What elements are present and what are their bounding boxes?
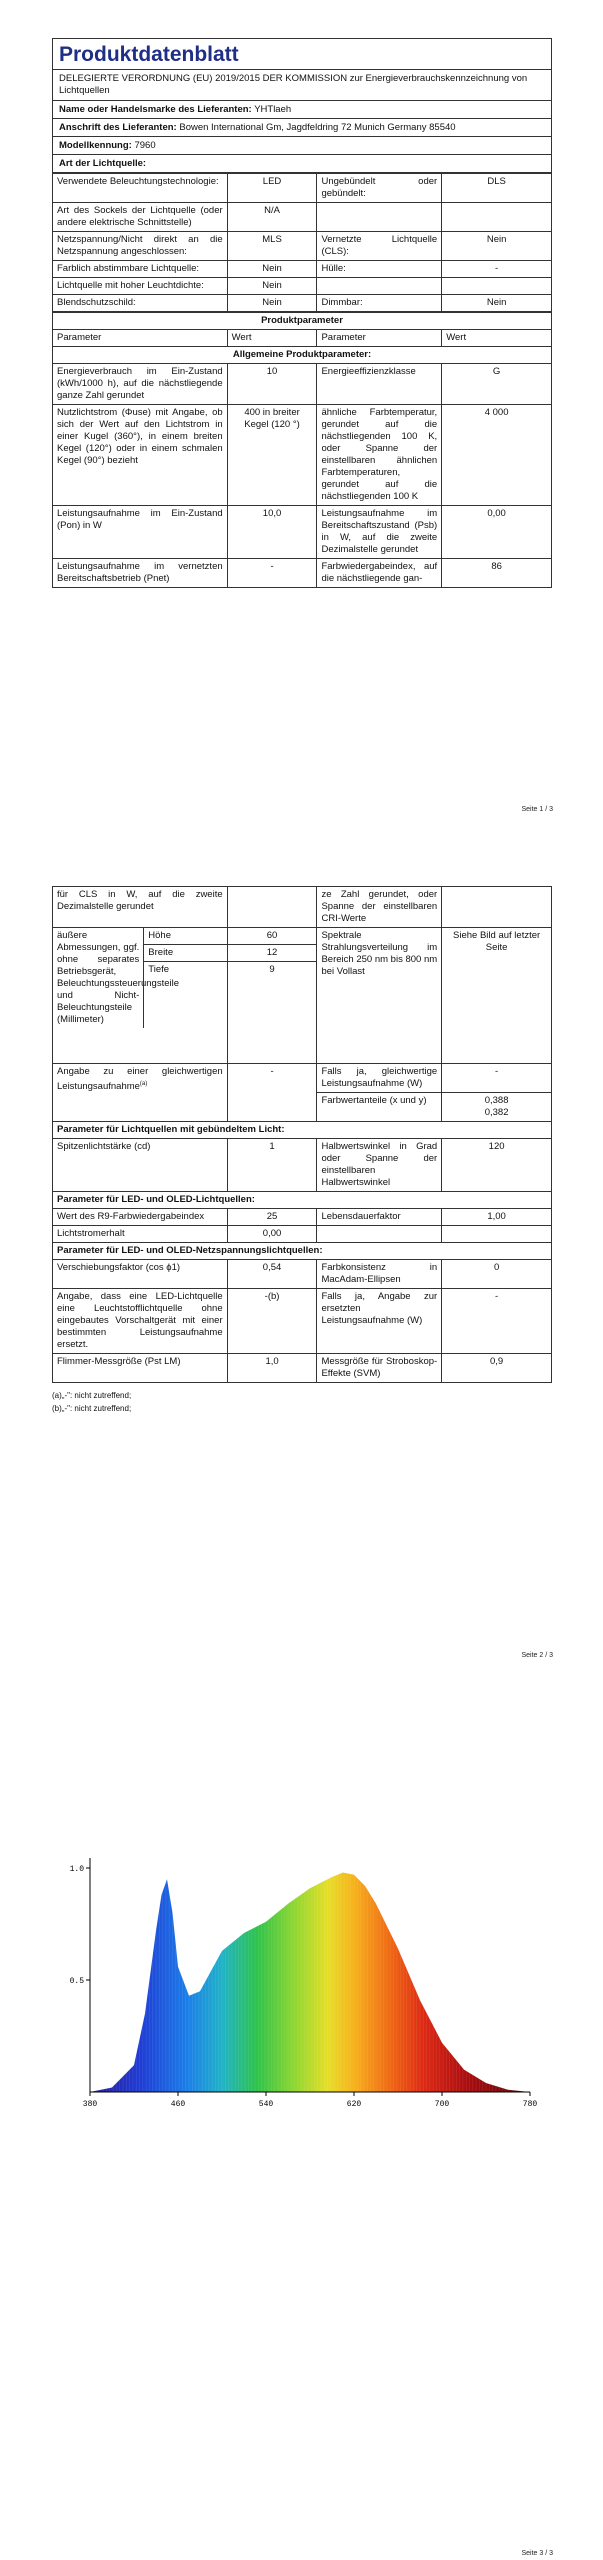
table-cell: 4 000 xyxy=(442,405,552,506)
supplier-name-value: YHTlaeh xyxy=(254,104,292,115)
supplier-name-label: Name oder Handelsmarke des Lieferanten: xyxy=(59,104,252,115)
table-cell: 400 in breiter Kegel (120 °) xyxy=(227,405,317,506)
general-params-rows xyxy=(53,364,552,588)
light-source-type-label: Art der Lichtquelle: xyxy=(59,158,147,169)
table-cell: Dimmbar: xyxy=(317,295,442,312)
table-row xyxy=(53,1139,552,1192)
depth-label: Tiefe xyxy=(148,964,170,975)
supplier-address-value: Bowen International Gm, Jagdfeldring 72 Munich Germany 85540 xyxy=(179,122,456,133)
table-row xyxy=(53,364,552,405)
table-cell: - xyxy=(227,559,317,588)
table-cell: Spitzenlichtstärke (cd) xyxy=(53,1139,228,1192)
table-cell: 0 xyxy=(442,1260,552,1289)
table-cell: Farbkonsistenz in MacAdam-Ellipsen xyxy=(317,1260,442,1289)
spectral-value: Siehe Bild auf letzter Seite xyxy=(442,928,552,1064)
x-tick-label: 460 xyxy=(170,2100,186,2109)
x-tick-label: 700 xyxy=(434,2100,450,2109)
color-ratio-label: Farbwertanteile (x und y) xyxy=(317,1093,442,1122)
table-cell: Leistungsaufnahme im vernetzten Bereitschaftsbetrieb (Pnet) xyxy=(53,559,228,588)
table-cell: Leistungsaufnahme im Ein-Zustand (Pon) in W xyxy=(53,506,228,559)
table-cell: 25 xyxy=(227,1209,317,1226)
table-cell: Lebensdauerfaktor xyxy=(317,1209,442,1226)
cont-cell-2 xyxy=(227,887,317,928)
col-param-1: Parameter xyxy=(53,330,228,347)
led-mains-rows xyxy=(53,1260,552,1383)
table-cell: 0,00 xyxy=(227,1226,317,1243)
equivalent-w-label: Falls ja, gleichwertige Leistungsaufnahme (W) xyxy=(317,1064,442,1093)
table-cell: Wert des R9-Farbwiedergabeindex xyxy=(53,1209,228,1226)
spectrum-svg xyxy=(60,1830,550,2120)
table-row xyxy=(53,559,552,588)
supplier-address-label: Anschrift des Lieferanten: xyxy=(59,122,177,133)
table-cell xyxy=(442,203,552,232)
table-row xyxy=(53,887,552,928)
table-cell: - xyxy=(442,1289,552,1354)
product-params-table xyxy=(52,312,552,588)
cont-cell-3: ze Zahl gerundet, oder Spanne der einstellbaren CRI-Werte xyxy=(317,887,442,928)
footnote-a: (a)„-": nicht zutreffend; xyxy=(52,1391,132,1400)
datasheet-page-1 xyxy=(52,38,552,588)
table-row xyxy=(53,278,552,295)
spectrum-chart xyxy=(60,1830,550,2120)
table-row xyxy=(53,232,552,261)
table-row xyxy=(53,506,552,559)
table-cell xyxy=(442,1226,552,1243)
col-value-1: Wert xyxy=(227,330,317,347)
table-cell: 120 xyxy=(442,1139,552,1192)
table-cell: Nein xyxy=(442,232,552,261)
table-cell: Nein xyxy=(442,295,552,312)
table-cell: Blendschutzschild: xyxy=(53,295,228,312)
table-cell: Art des Sockels der Lichtquelle (oder andere elektrische Schnittstelle) xyxy=(53,203,228,232)
page-number-1: Seite 1 / 3 xyxy=(521,806,553,813)
table-cell: Netzspannung/Nicht direkt an die Netzspannung angeschlossen: xyxy=(53,232,228,261)
equivalent-power-value: - xyxy=(227,1064,317,1122)
table-cell: 0,00 xyxy=(442,506,552,559)
table-cell: 0,9 xyxy=(442,1354,552,1383)
table-cell: 1,0 xyxy=(227,1354,317,1383)
supplier-name-row xyxy=(52,101,552,119)
table-cell: Energieverbrauch im Ein-Zustand (kWh/1000 h), auf die nächstliegende ganze Zahl gerundet xyxy=(53,364,228,405)
params-continued-table xyxy=(52,886,552,1383)
table-cell: Flimmer-Messgröße (Pst LM) xyxy=(53,1354,228,1383)
table-cell: 10,0 xyxy=(227,506,317,559)
spectral-label: Spektrale Strahlungsverteilung im Bereich 250 nm bis 800 nm bei Vollast xyxy=(317,928,442,1064)
general-params-heading: Allgemeine Produktparameter: xyxy=(53,347,552,364)
datasheet-page-2 xyxy=(52,886,552,1415)
directional-rows xyxy=(53,1139,552,1192)
table-cell: Angabe, dass eine LED-Lichtquelle eine Leuchtstofflichtquelle ohne eingebautes Vorschaltgerät mit einer bestimmten Leistungsaufnahme ersetzt. xyxy=(53,1289,228,1354)
title-box xyxy=(52,38,552,101)
height-label: Höhe xyxy=(144,928,226,945)
table-cell: MLS xyxy=(227,232,317,261)
table-row xyxy=(53,1289,552,1354)
table-cell: Hülle: xyxy=(317,261,442,278)
cont-cell-4 xyxy=(442,887,552,928)
table-cell: Verwendete Beleuchtungstechnologie: xyxy=(53,174,228,203)
page-2 xyxy=(0,820,603,1660)
x-tick-label: 380 xyxy=(82,2100,98,2109)
table-cell xyxy=(317,203,442,232)
table-cell: Vernetzte Lichtquelle (CLS): xyxy=(317,232,442,261)
page-number-2: Seite 2 / 3 xyxy=(521,1652,553,1659)
plot-area xyxy=(70,1858,538,2109)
table-cell: Halbwertswinkel in Grad oder Spanne der einstellbaren Halbwertswinkel xyxy=(317,1139,442,1192)
table-cell: Nein xyxy=(227,278,317,295)
table-cell: LED xyxy=(227,174,317,203)
light-source-table xyxy=(52,173,552,312)
dimensions-cell xyxy=(53,928,228,1064)
footnote-b: (b)„-": nicht zutreffend; xyxy=(52,1404,132,1413)
color-ratio-x: 0,388 xyxy=(484,1095,509,1106)
page-1 xyxy=(0,0,603,820)
supplier-address-row xyxy=(52,119,552,137)
model-label: Modellkennung: xyxy=(59,140,132,151)
width-value: 12 xyxy=(228,945,317,962)
table-cell xyxy=(317,1226,442,1243)
table-row xyxy=(53,405,552,506)
table-cell: Leistungsaufnahme im Bereitschaftszustand (Psb) in W, auf die zweite Dezimalstelle gerundet xyxy=(317,506,442,559)
dimensions-values xyxy=(227,928,317,1064)
table-cell: N/A xyxy=(227,203,317,232)
equivalent-power-label: Angabe zu einer gleichwertigen Leistungsaufnahme$^{(a)}$ xyxy=(53,1064,228,1122)
equivalent-w-value: - xyxy=(442,1064,552,1093)
cont-cell-1: für CLS in W, auf die zweite Dezimalstelle gerundet xyxy=(53,887,228,928)
table-cell: Energieeffizienzklasse xyxy=(317,364,442,405)
table-cell: Nein xyxy=(227,261,317,278)
table-cell: 1,00 xyxy=(442,1209,552,1226)
table-row xyxy=(53,203,552,232)
table-row xyxy=(53,261,552,278)
depth-value: 9 xyxy=(269,964,275,975)
table-cell: Ungebündelt oder gebündelt: xyxy=(317,174,442,203)
table-cell: Nutzlichtstrom (Φuse) mit Angabe, ob sich der Wert auf den Lichtstrom in einer Kugel (360°), in einem breiten Kegel (120°) oder in einem schmalen Kegel (90°) bezieht xyxy=(53,405,228,506)
table-cell: Lichtquelle mit hoher Leuchtdichte: xyxy=(53,278,228,295)
directional-heading: Parameter für Lichtquellen mit gebündeltem Licht: xyxy=(53,1122,552,1139)
x-tick-label: 620 xyxy=(346,2100,362,2109)
table-cell: ähnliche Farbtemperatur, gerundet auf die nächstliegenden 100 K, oder Spanne der einstellbaren ähnlichen Farbtemperaturen, gerundet auf die nächstliegenden 100 K xyxy=(317,405,442,506)
page-title: Produktdatenblatt xyxy=(53,39,551,70)
table-cell: Messgröße für Stroboskop-Effekte (SVM) xyxy=(317,1354,442,1383)
table-cell: 86 xyxy=(442,559,552,588)
product-params-heading: Produktparameter xyxy=(53,313,552,330)
table-cell: G xyxy=(442,364,552,405)
color-ratio-y: 0,382 xyxy=(484,1107,509,1118)
table-cell: Farblich abstimmbare Lichtquelle: xyxy=(53,261,228,278)
table-cell xyxy=(442,278,552,295)
y-tick-label: 1.0 xyxy=(69,1865,84,1874)
page-3 xyxy=(0,1660,603,2560)
model-value: 7960 xyxy=(134,140,156,151)
led-mains-heading: Parameter für LED- und OLED-Netzspannungslichtquellen: xyxy=(53,1243,552,1260)
light-source-rows xyxy=(53,174,552,312)
width-label: Breite xyxy=(144,945,226,962)
table-cell: 1 xyxy=(227,1139,317,1192)
table-row xyxy=(53,1226,552,1243)
table-cell xyxy=(317,278,442,295)
table-cell: Verschiebungsfaktor (cos ϕ1) xyxy=(53,1260,228,1289)
table-row xyxy=(53,295,552,312)
table-row xyxy=(53,1064,552,1093)
col-value-2: Wert xyxy=(442,330,552,347)
table-cell: Farbwiedergabeindex, auf die nächstliegende gan- xyxy=(317,559,442,588)
regulation-subtitle: DELEGIERTE VERORDNUNG (EU) 2019/2015 DER KOMMISSION zur Energieverbrauchskennzeichnung von Lichtquellen xyxy=(59,73,528,96)
model-row xyxy=(52,137,552,155)
light-source-type-row xyxy=(52,155,552,173)
dimensions-label: äußere Abmessungen, ggf. ohne separates Betriebsgerät, Beleuchtungssteuerungsteile und Nicht-Beleuchtungsteile (Millimeter) xyxy=(57,930,180,1025)
table-cell: 0,54 xyxy=(227,1260,317,1289)
y-tick-label: 0.5 xyxy=(69,1977,84,1986)
table-cell: Lichtstromerhalt xyxy=(53,1226,228,1243)
height-value: 60 xyxy=(228,928,317,945)
table-row xyxy=(53,1209,552,1226)
table-row xyxy=(53,1260,552,1289)
x-tick-label: 780 xyxy=(522,2100,538,2109)
table-cell: -(b) xyxy=(227,1289,317,1354)
led-heading: Parameter für LED- und OLED-Lichtquellen: xyxy=(53,1192,552,1209)
x-tick-label: 540 xyxy=(258,2100,274,2109)
table-cell: - xyxy=(442,261,552,278)
table-row xyxy=(53,174,552,203)
col-param-2: Parameter xyxy=(317,330,442,347)
table-cell: Nein xyxy=(227,295,317,312)
led-rows xyxy=(53,1209,552,1243)
color-ratio-values xyxy=(442,1093,552,1122)
table-cell: Falls ja, Angabe zur ersetzten Leistungsaufnahme (W) xyxy=(317,1289,442,1354)
page-number-3: Seite 3 / 3 xyxy=(521,2550,553,2557)
table-cell: DLS xyxy=(442,174,552,203)
table-cell: 10 xyxy=(227,364,317,405)
footnotes xyxy=(52,1389,552,1415)
table-row xyxy=(53,1354,552,1383)
dimensions-row xyxy=(53,928,552,1064)
